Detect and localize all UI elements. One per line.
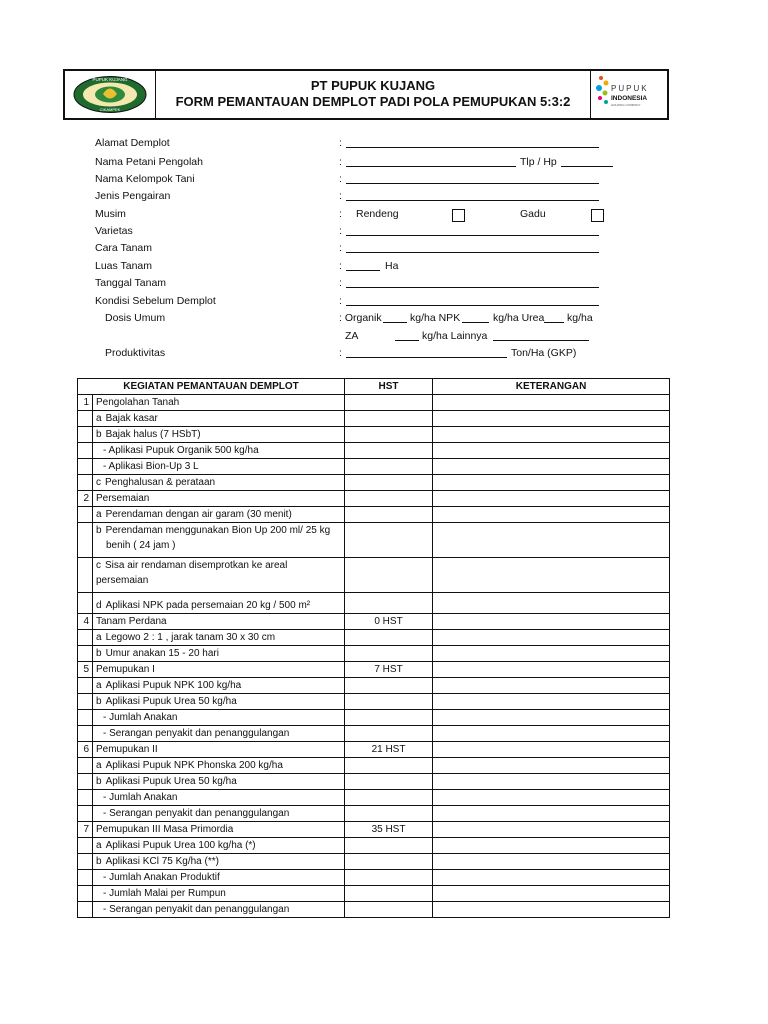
row-number: 6	[78, 742, 93, 758]
hst-cell[interactable]	[345, 427, 433, 443]
activity-cell	[93, 790, 345, 806]
activity-cell	[93, 662, 345, 678]
row-number	[78, 427, 93, 443]
activity-cell	[93, 886, 345, 902]
produktivitas-field[interactable]	[346, 347, 507, 358]
svg-text:CIKAMPEK: CIKAMPEK	[99, 107, 121, 112]
activity-text: Aplikasi Pupuk NPK 100 kg/ha	[105, 680, 242, 691]
hst-cell[interactable]	[345, 593, 433, 614]
activity-cell	[93, 742, 345, 758]
table-row	[78, 427, 670, 443]
cara-tanam-field[interactable]	[346, 242, 599, 253]
label-kgha-urea: kg/ha Urea	[493, 312, 545, 324]
activity-letter: a	[96, 680, 102, 691]
activity-cell	[93, 630, 345, 646]
header-title-block	[156, 71, 590, 118]
activity-cell	[93, 838, 345, 854]
gadu-checkbox[interactable]	[591, 209, 604, 222]
activity-cell	[93, 593, 345, 614]
table-row	[78, 662, 670, 678]
keterangan-cell[interactable]	[433, 694, 670, 710]
activity-cell	[93, 427, 345, 443]
keterangan-cell[interactable]	[433, 822, 670, 838]
hst-cell[interactable]	[345, 507, 433, 523]
tlp-field[interactable]	[561, 156, 613, 167]
hst-cell[interactable]	[345, 790, 433, 806]
row-number	[78, 646, 93, 662]
activity-text: Perendaman dengan air garam (30 menit)	[105, 509, 292, 520]
keterangan-cell[interactable]	[433, 507, 670, 523]
hst-cell[interactable]	[345, 678, 433, 694]
table-row	[78, 558, 670, 593]
table-row	[78, 395, 670, 411]
activity-text: Aplikasi Pupuk NPK Phonska 200 kg/ha	[105, 760, 283, 771]
label-jenis-pengairan: Jenis Pengairan	[95, 190, 171, 202]
keterangan-cell[interactable]	[433, 593, 670, 614]
activity-text: Aplikasi Pupuk Urea 50 kg/ha	[105, 696, 237, 707]
table-row	[78, 646, 670, 662]
form-header	[63, 69, 669, 120]
table-row	[78, 790, 670, 806]
hst-cell[interactable]	[345, 886, 433, 902]
activity-cell	[93, 806, 345, 822]
hst-cell[interactable]: 0 HST	[345, 614, 433, 630]
row-number	[78, 443, 93, 459]
activity-text: Aplikasi Pupuk Urea 100 kg/ha (*)	[105, 840, 256, 851]
keterangan-cell[interactable]	[433, 646, 670, 662]
row-number	[78, 870, 93, 886]
table-row	[78, 886, 670, 902]
keterangan-cell[interactable]	[433, 758, 670, 774]
row-number: 5	[78, 662, 93, 678]
row-number	[78, 726, 93, 742]
activity-letter: a	[96, 840, 102, 851]
keterangan-cell[interactable]	[433, 774, 670, 790]
activity-cell	[93, 395, 345, 411]
table-header-row	[78, 379, 670, 395]
keterangan-cell[interactable]	[433, 395, 670, 411]
hst-cell[interactable]: 21 HST	[345, 742, 433, 758]
table-row	[78, 443, 670, 459]
row-number	[78, 593, 93, 614]
activity-letter: a	[96, 413, 102, 424]
hst-cell[interactable]	[345, 411, 433, 427]
keterangan-cell[interactable]	[433, 427, 670, 443]
organik-field[interactable]	[383, 312, 407, 323]
svg-text:PUPUK KUJANG: PUPUK KUJANG	[92, 77, 128, 82]
activity-letter: a	[96, 632, 102, 643]
rendeng-checkbox[interactable]	[452, 209, 465, 222]
form-title: FORM PEMANTAUAN DEMPLOT PADI POLA PEMUPUKAN 5:3:2	[175, 94, 571, 109]
activity-text: Umur anakan 15 - 20 hari	[105, 648, 219, 659]
hst-cell[interactable]	[345, 902, 433, 918]
row-number	[78, 774, 93, 790]
activity-cell	[93, 694, 345, 710]
hst-cell[interactable]	[345, 475, 433, 491]
activity-cell	[93, 443, 345, 459]
hst-cell[interactable]	[345, 870, 433, 886]
activity-text: - Jumlah Malai per Rumpun	[103, 888, 226, 899]
row-number	[78, 838, 93, 854]
table-row	[78, 854, 670, 870]
luas-tanam-field[interactable]	[346, 260, 380, 271]
table-row	[78, 523, 670, 558]
activity-text: Pemupukan III Masa Primordia	[96, 824, 234, 835]
table-row	[78, 822, 670, 838]
activity-text: - Aplikasi Pupuk Organik 500 kg/ha	[103, 445, 259, 456]
label-produktivitas: Produktivitas	[105, 347, 166, 359]
keterangan-cell[interactable]	[433, 742, 670, 758]
activity-cell	[93, 774, 345, 790]
alamat-field[interactable]	[346, 137, 599, 148]
row-number: 1	[78, 395, 93, 411]
hst-cell[interactable]	[345, 758, 433, 774]
row-number	[78, 710, 93, 726]
keterangan-cell[interactable]	[433, 558, 670, 593]
hst-cell[interactable]	[345, 854, 433, 870]
activity-text: - Serangan penyakit dan penanggulangan	[103, 904, 290, 915]
hst-cell[interactable]	[345, 395, 433, 411]
npk-field[interactable]	[462, 312, 489, 323]
activity-cell	[93, 758, 345, 774]
label-ha: Ha	[385, 260, 399, 272]
keterangan-cell[interactable]	[433, 838, 670, 854]
urea-field[interactable]	[544, 312, 564, 323]
table-row	[78, 710, 670, 726]
table-row	[78, 507, 670, 523]
activity-text: Legowo 2 : 1 , jarak tanam 30 x 30 cm	[105, 632, 276, 643]
row-number	[78, 459, 93, 475]
row-number	[78, 886, 93, 902]
activity-text: - Serangan penyakit dan penanggulangan	[103, 728, 290, 739]
activity-text: Aplikasi Pupuk Urea 50 kg/ha	[105, 776, 237, 787]
activity-cell	[93, 411, 345, 427]
hst-cell[interactable]	[345, 491, 433, 507]
activity-text: Penghalusan & perataan	[105, 477, 216, 488]
keterangan-cell[interactable]	[433, 886, 670, 902]
row-number	[78, 678, 93, 694]
table-row	[78, 902, 670, 918]
activity-text: Tanam Perdana	[96, 616, 167, 627]
hst-cell[interactable]	[345, 694, 433, 710]
activity-cell	[93, 678, 345, 694]
table-row	[78, 694, 670, 710]
activity-letter: b	[96, 648, 102, 659]
row-number	[78, 694, 93, 710]
za-field[interactable]	[395, 330, 419, 341]
keterangan-cell[interactable]	[433, 854, 670, 870]
activity-letter: a	[96, 760, 102, 771]
pupuk-kujang-logo	[65, 71, 156, 118]
hst-cell[interactable]	[345, 774, 433, 790]
keterangan-cell[interactable]	[433, 790, 670, 806]
table-row	[78, 491, 670, 507]
hst-cell[interactable]: 35 HST	[345, 822, 433, 838]
nama-petani-field[interactable]	[346, 156, 516, 167]
hst-cell[interactable]	[345, 630, 433, 646]
label-nama-petani: Nama Petani Pengolah	[95, 156, 203, 168]
label-kgha-npk: kg/ha NPK	[410, 312, 461, 324]
activity-letter: b	[96, 696, 102, 707]
table-row	[78, 614, 670, 630]
table-row	[78, 459, 670, 475]
keterangan-cell[interactable]	[433, 902, 670, 918]
activity-text: Persemaian	[96, 493, 150, 504]
activity-text: Pengolahan Tanah	[96, 397, 180, 408]
activity-letter: c	[96, 560, 101, 571]
hst-cell[interactable]	[345, 806, 433, 822]
keterangan-cell[interactable]	[433, 523, 670, 558]
header-kegiatan: KEGIATAN PEMANTAUAN DEMPLOT	[78, 379, 345, 395]
row-number	[78, 630, 93, 646]
hst-cell[interactable]	[345, 459, 433, 475]
activity-text: Sisa air rendaman disemprotkan ke areal persemaian	[96, 560, 288, 586]
activity-letter: a	[96, 509, 102, 520]
activity-text: - Jumlah Anakan	[103, 712, 178, 723]
kelompok-tani-field[interactable]	[346, 173, 599, 184]
activity-cell	[93, 558, 345, 593]
activity-text: Perendaman menggunakan Bion Up 200 ml/ 25 kg	[105, 525, 331, 536]
row-number: 4	[78, 614, 93, 630]
pupuk-kujang-emblem-icon	[65, 71, 155, 118]
table-row	[78, 726, 670, 742]
label-kgha-lainnya: kg/ha Lainnya	[422, 330, 488, 342]
keterangan-cell[interactable]	[433, 726, 670, 742]
label-cara-tanam: Cara Tanam	[95, 242, 153, 254]
svg-text:PUPUK: PUPUK	[611, 84, 649, 93]
hst-cell[interactable]	[345, 838, 433, 854]
activity-letter: d	[96, 600, 102, 611]
label-kgha: kg/ha	[567, 312, 593, 324]
row-number	[78, 523, 93, 558]
lainnya-field[interactable]	[493, 330, 589, 341]
activity-text: - Jumlah Anakan	[103, 792, 178, 803]
keterangan-cell[interactable]	[433, 459, 670, 475]
activity-text: Aplikasi KCl 75 Kg/ha (**)	[105, 856, 219, 867]
table-row	[78, 774, 670, 790]
activity-cell	[93, 902, 345, 918]
keterangan-cell[interactable]	[433, 411, 670, 427]
activity-cell	[93, 491, 345, 507]
label-kondisi: Kondisi Sebelum Demplot	[95, 295, 216, 307]
svg-text:HOLDING COMPANY: HOLDING COMPANY	[611, 103, 641, 107]
label-organik: : Organik	[339, 312, 382, 324]
label-za: ZA	[345, 330, 359, 342]
keterangan-cell[interactable]	[433, 710, 670, 726]
table-row	[78, 742, 670, 758]
keterangan-cell[interactable]	[433, 662, 670, 678]
keterangan-cell[interactable]	[433, 630, 670, 646]
activity-text: - Serangan penyakit dan penanggulangan	[103, 808, 290, 819]
activity-text: Bajak kasar	[105, 413, 158, 424]
activity-cell	[93, 523, 345, 558]
activity-cell	[93, 870, 345, 886]
tanggal-tanam-field[interactable]	[346, 277, 599, 288]
activity-text: Pemupukan II	[96, 744, 158, 755]
table-row	[78, 678, 670, 694]
activity-text: Aplikasi NPK pada persemaian 20 kg / 500 m²	[105, 600, 311, 611]
keterangan-cell[interactable]	[433, 443, 670, 459]
company-name: PT PUPUK KUJANG	[310, 78, 436, 93]
label-rendeng: Rendeng	[356, 208, 399, 220]
table-row	[78, 593, 670, 614]
keterangan-cell[interactable]	[433, 806, 670, 822]
table-row	[78, 411, 670, 427]
activity-letter: b	[96, 776, 102, 787]
table-row	[78, 806, 670, 822]
keterangan-cell[interactable]	[433, 678, 670, 694]
row-number	[78, 475, 93, 491]
table-row	[78, 475, 670, 491]
row-number	[78, 507, 93, 523]
activity-text: Pemupukan I	[96, 664, 155, 675]
svg-text:INDONESIA: INDONESIA	[611, 95, 648, 102]
hst-cell[interactable]	[345, 710, 433, 726]
header-hst: HST	[345, 379, 433, 395]
pupuk-indonesia-icon	[591, 71, 667, 118]
kondisi-field[interactable]	[346, 295, 599, 306]
row-number	[78, 806, 93, 822]
row-number	[78, 558, 93, 593]
row-number	[78, 758, 93, 774]
hst-cell[interactable]	[345, 443, 433, 459]
activity-cell	[93, 646, 345, 662]
header-keterangan: KETERANGAN	[433, 379, 670, 395]
activity-cell	[93, 854, 345, 870]
keterangan-cell[interactable]	[433, 475, 670, 491]
hst-cell[interactable]	[345, 726, 433, 742]
monitoring-table	[77, 378, 670, 918]
label-musim: Musim	[95, 208, 126, 220]
row-number	[78, 902, 93, 918]
activity-text: Bajak halus (7 HSbT)	[105, 429, 201, 440]
activity-letter: b	[96, 525, 102, 536]
activity-text: - Jumlah Anakan Produktif	[103, 872, 220, 883]
label-varietas: Varietas	[95, 225, 133, 237]
row-number: 7	[78, 822, 93, 838]
hst-cell[interactable]: 7 HST	[345, 662, 433, 678]
activity-letter: b	[96, 429, 102, 440]
jenis-pengairan-field[interactable]	[346, 190, 599, 201]
activity-cell	[93, 822, 345, 838]
label-gadu: Gadu	[520, 208, 546, 220]
activity-cell	[93, 710, 345, 726]
label-kelompok-tani: Nama Kelompok Tani	[95, 173, 195, 185]
activity-cell	[93, 459, 345, 475]
activity-text-cont: benih ( 24 jam )	[106, 540, 176, 551]
label-tanggal-tanam: Tanggal Tanam	[95, 277, 167, 289]
table-row	[78, 838, 670, 854]
activity-letter: b	[96, 856, 102, 867]
varietas-field[interactable]	[346, 225, 599, 236]
form-page: PUPUK KUJANG CIKAMPEK PT PUPUK KUJANG FORM PEMANTAUAN DEMPLOT PADI POLA PEMUPUKAN 5:3:2 PUPUK INDONESIA HOLDING COMPANY Alamat Demplot : Nama Petani Pengolah : Tlp / Hp Nama Kelompok Tani : Jenis Pengairan : Musim : Rendeng Gadu Varietas : Cara Tanam : Luas Tanam : Ha Tanggal Tanam : Kondisi Sebelum Demplot : Dosis Umum : Organik kg/ha NPK kg/ha Urea kg/ha ZA kg/ha Lainnya Produktivitas : Ton/Ha (GKP) KEGIATAN PEMANTAUAN DEMPLOT HST KETERANGAN 1 Pengolahan Tanah a Bajak kasar b Bajak halus (7 HSbT) - Aplikasi Pupuk Organik 500 kg/ha - Aplikasi Bion-Up 3 L c Penghalusan & perataan 2 Persemaian a Perendaman dengan air garam (30 menit) b Perendaman menggunakan Bion Up 200 ml/ 25 kg benih ( 24 jam ) c Sisa air rendaman disemprotkan ke areal persemaian d Aplikasi NPK pada persemaian 20 kg / 500 m² 4 Tanam Perdana 0 HST a Legowo 2 : 1 , jarak tanam 30 x 30 cm b Umur anakan 15 - 20 hari 5 Pemupukan I 7 HST a Aplikasi Pupuk NPK 100 kg/ha b Aplikasi Pupuk Urea 50 kg/ha - Jumlah Anakan - Serangan penyakit dan penanggulangan 6 Pemupukan II 21 HST a Aplikasi Pupuk NPK Phonska 200 kg/ha b Aplikasi Pupuk Urea 50 kg/ha - Jumlah Anakan - Serangan penyakit dan penanggulangan 7 Pemupukan III Masa Primordia 35 HST a Aplikasi Pupuk Urea 100 kg/ha (*) b Aplikasi KCl 75 Kg/ha (**) - Jumlah Anakan Produktif - Jumlah Malai per Rumpun - Serangan penyakit dan penanggulangan	[0, 0, 768, 1024]
label-ton-ha: Ton/Ha (GKP)	[511, 347, 577, 359]
activity-cell	[93, 614, 345, 630]
label-alamat: Alamat Demplot	[95, 137, 170, 149]
row-number	[78, 790, 93, 806]
activity-cell	[93, 726, 345, 742]
table-row	[78, 758, 670, 774]
table-row	[78, 870, 670, 886]
activity-text: - Aplikasi Bion-Up 3 L	[103, 461, 199, 472]
table-body	[78, 395, 670, 918]
hst-cell[interactable]	[345, 558, 433, 593]
keterangan-cell[interactable]	[433, 870, 670, 886]
keterangan-cell[interactable]	[433, 491, 670, 507]
label-dosis-umum: Dosis Umum	[105, 312, 166, 324]
activity-cell	[93, 507, 345, 523]
activity-cell	[93, 475, 345, 491]
pupuk-indonesia-logo	[590, 71, 667, 118]
hst-cell[interactable]	[345, 646, 433, 662]
row-number	[78, 411, 93, 427]
table-row	[78, 630, 670, 646]
label-luas-tanam: Luas Tanam	[95, 260, 153, 272]
keterangan-cell[interactable]	[433, 614, 670, 630]
hst-cell[interactable]	[345, 523, 433, 558]
row-number	[78, 854, 93, 870]
row-number: 2	[78, 491, 93, 507]
activity-letter: c	[96, 477, 101, 488]
label-tlp: Tlp / Hp	[520, 156, 557, 168]
